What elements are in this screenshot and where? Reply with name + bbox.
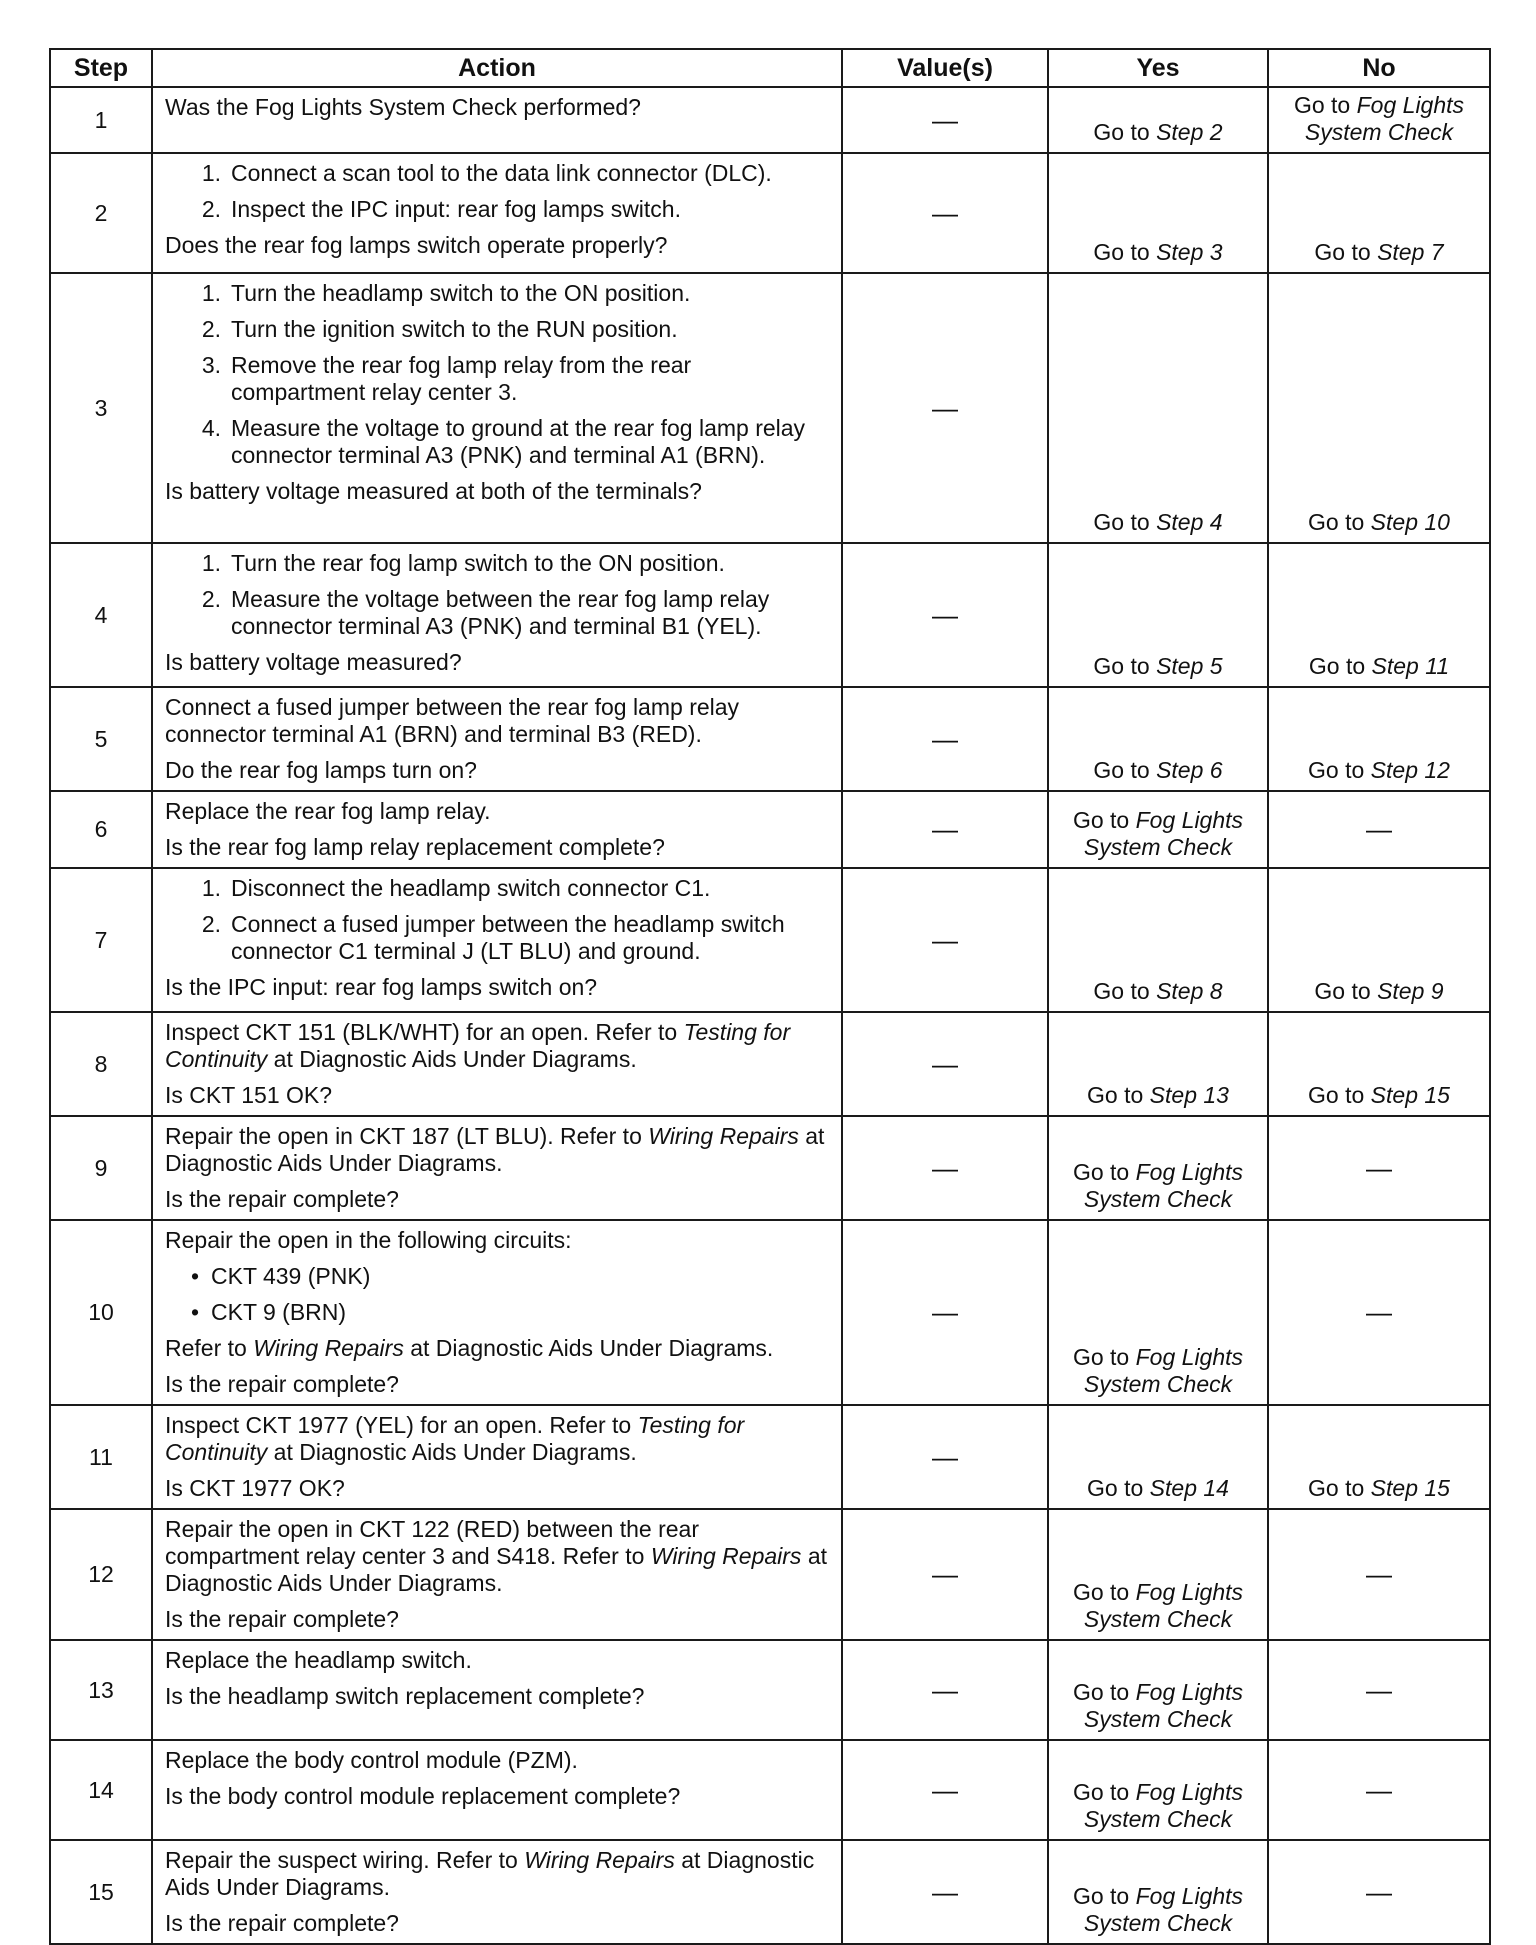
- table-row: [50, 1509, 1490, 1640]
- list-text: Inspect the IPC input: rear fog lamps switch.: [231, 196, 681, 222]
- header-yes: Yes: [1048, 49, 1268, 87]
- list-number: 2.: [201, 316, 221, 342]
- action-question: Is the body control module replacement complete?: [165, 1783, 681, 1809]
- action-question: Is battery voltage measured?: [165, 649, 462, 675]
- reference-prefix: Inspect CKT 151 (BLK/WHT) for an open. Refer to: [165, 1019, 684, 1045]
- yes-cell-target-cont: System Check: [1083, 1706, 1233, 1732]
- bullet-icon: •: [190, 1299, 199, 1325]
- no-cell: —: [1268, 1740, 1490, 1840]
- values-cell: —: [842, 543, 1048, 687]
- list-number: 2.: [201, 586, 221, 612]
- values-cell: —: [842, 1840, 1048, 1944]
- action-question: Is the IPC input: rear fog lamps switch on?: [165, 974, 598, 1000]
- table-row: [50, 153, 1490, 273]
- no-cell-target: Fog Lights: [1356, 92, 1465, 118]
- yes-cell-target: Step 8: [1156, 978, 1223, 1004]
- yes-cell-prefix: Go to: [1087, 1475, 1150, 1501]
- list-text: Turn the rear fog lamp switch to the ON position.: [231, 550, 725, 576]
- yes-cell-prefix: Go to: [1072, 807, 1136, 833]
- reference-suffix: at Diagnostic Aids Under Diagrams.: [165, 1123, 825, 1176]
- reference-title: Wiring Repairs: [650, 1543, 802, 1569]
- action-list-item: [165, 415, 831, 469]
- no-cell-target: Step 10: [1370, 509, 1450, 535]
- values-cell: —: [842, 1405, 1048, 1509]
- list-text: Remove the rear fog lamp relay from the rear compartment relay center 3.: [231, 352, 692, 405]
- action-question: Is the rear fog lamp relay replacement complete?: [165, 834, 665, 860]
- table-row: [50, 791, 1490, 868]
- list-number: 4.: [201, 415, 221, 441]
- yes-cell: [1048, 543, 1268, 687]
- action-question: Is the repair complete?: [165, 1606, 399, 1632]
- table-row: [50, 87, 1490, 153]
- diagnostic-table: [49, 48, 1491, 1945]
- yes-cell: [1048, 1116, 1268, 1220]
- no-cell: [1268, 1012, 1490, 1116]
- action-question: Is battery voltage measured at both of the terminals?: [165, 478, 702, 504]
- yes-cell-target-cont: System Check: [1083, 1606, 1233, 1632]
- reference-prefix: Inspect CKT 1977 (YEL) for an open. Refer to: [165, 1412, 638, 1438]
- list-text: Connect a fused jumper between the headlamp switch connector C1 terminal J (LT BLU) and ground.: [231, 911, 785, 964]
- action-cell: [152, 1116, 842, 1220]
- yes-cell-prefix: Go to: [1072, 1883, 1136, 1909]
- action-cell: [152, 1220, 842, 1405]
- reference-prefix: Refer to: [165, 1335, 254, 1361]
- values-cell: —: [842, 791, 1048, 868]
- table-row: [50, 868, 1490, 1012]
- action-reference: [165, 1516, 831, 1597]
- no-cell-prefix: Go to: [1314, 239, 1378, 265]
- yes-cell: [1048, 1840, 1268, 1944]
- no-cell-target: Step 15: [1370, 1082, 1450, 1108]
- table-row: [50, 1405, 1490, 1509]
- yes-cell-target: Step 5: [1156, 653, 1223, 679]
- action-question: Is the repair complete?: [165, 1186, 399, 1212]
- action-question: Does the rear fog lamps switch operate properly?: [165, 232, 668, 258]
- reference-suffix: at Diagnostic Aids Under Diagrams.: [267, 1439, 637, 1465]
- no-cell: [1268, 153, 1490, 273]
- yes-cell-prefix: Go to: [1093, 978, 1157, 1004]
- yes-cell: [1048, 1012, 1268, 1116]
- reference-prefix: Repair the suspect wiring. Refer to: [165, 1847, 525, 1873]
- yes-cell-line1: [1055, 1159, 1261, 1186]
- yes-cell-line1: [1055, 1579, 1261, 1606]
- yes-cell-target: Step 2: [1156, 119, 1223, 145]
- action-list-item: [165, 586, 831, 640]
- list-number: 2.: [201, 911, 221, 937]
- action-cell: [152, 687, 842, 791]
- action-question: Was the Fog Lights System Check performed?: [165, 94, 641, 120]
- table-row: [50, 1012, 1490, 1116]
- yes-cell-prefix: Go to: [1093, 119, 1157, 145]
- no-cell: —: [1268, 791, 1490, 868]
- header-no: No: [1268, 49, 1490, 87]
- yes-cell-prefix: Go to: [1072, 1679, 1136, 1705]
- list-number: 1.: [201, 875, 221, 901]
- table-row: [50, 1740, 1490, 1840]
- bullet-text: CKT 9 (BRN): [211, 1299, 347, 1325]
- action-cell: [152, 1640, 842, 1740]
- action-question: Do the rear fog lamps turn on?: [165, 757, 477, 783]
- action-text: Replace the body control module (PZM).: [165, 1747, 578, 1773]
- list-number: 3.: [201, 352, 221, 378]
- yes-cell: [1048, 1405, 1268, 1509]
- table-row: [50, 543, 1490, 687]
- step-number: 10: [50, 1220, 152, 1405]
- action-cell: [152, 273, 842, 543]
- action-cell: [152, 153, 842, 273]
- step-number: 1: [50, 87, 152, 153]
- values-cell: —: [842, 1012, 1048, 1116]
- no-cell-target: Step 15: [1370, 1475, 1450, 1501]
- step-number: 9: [50, 1116, 152, 1220]
- values-cell: —: [842, 153, 1048, 273]
- table-row: [50, 1220, 1490, 1405]
- reference-title: Testing for Continuity: [165, 1019, 791, 1072]
- no-cell: [1268, 543, 1490, 687]
- action-list-item: [165, 280, 831, 307]
- no-cell: —: [1268, 1840, 1490, 1944]
- table-row: [50, 273, 1490, 543]
- yes-cell-target: Fog Lights: [1135, 1159, 1244, 1185]
- bullet-item: [165, 1299, 831, 1326]
- yes-cell-prefix: Go to: [1087, 1082, 1150, 1108]
- yes-cell-target: Fog Lights: [1135, 1679, 1244, 1705]
- yes-cell-line1: [1055, 1679, 1261, 1706]
- yes-cell-line1: [1055, 1779, 1261, 1806]
- action-list-item: [165, 160, 831, 187]
- action-text: Replace the headlamp switch.: [165, 1647, 472, 1673]
- no-cell: [1268, 868, 1490, 1012]
- step-number: 12: [50, 1509, 152, 1640]
- header-values: Value(s): [842, 49, 1048, 87]
- header-action: Action: [152, 49, 842, 87]
- step-number: 2: [50, 153, 152, 273]
- yes-cell: [1048, 153, 1268, 273]
- yes-cell-prefix: Go to: [1093, 653, 1157, 679]
- list-text: Turn the ignition switch to the RUN position.: [231, 316, 678, 342]
- action-question: Is the repair complete?: [165, 1910, 399, 1936]
- values-cell: —: [842, 1116, 1048, 1220]
- step-number: 11: [50, 1405, 152, 1509]
- no-cell-target: Step 12: [1370, 757, 1450, 783]
- bullet-text: CKT 439 (PNK): [211, 1263, 371, 1289]
- yes-cell: [1048, 1740, 1268, 1840]
- step-number: 5: [50, 687, 152, 791]
- yes-cell-prefix: Go to: [1072, 1344, 1136, 1370]
- no-cell: —: [1268, 1220, 1490, 1405]
- no-cell-line1: [1275, 92, 1483, 119]
- yes-cell-target: Fog Lights: [1135, 1883, 1244, 1909]
- no-cell: [1268, 273, 1490, 543]
- step-number: 6: [50, 791, 152, 868]
- yes-cell-prefix: Go to: [1093, 509, 1157, 535]
- action-list-item: [165, 550, 831, 577]
- no-cell-target: Step 7: [1377, 239, 1444, 265]
- yes-cell-target-cont: System Check: [1083, 1910, 1233, 1936]
- no-cell: [1268, 87, 1490, 153]
- reference-suffix: at Diagnostic Aids Under Diagrams.: [165, 1847, 815, 1900]
- no-cell: [1268, 687, 1490, 791]
- table-row: [50, 687, 1490, 791]
- step-number: 4: [50, 543, 152, 687]
- no-cell-prefix: Go to: [1308, 1475, 1371, 1501]
- yes-cell-target: Step 14: [1149, 1475, 1229, 1501]
- values-cell: —: [842, 1509, 1048, 1640]
- reference-prefix: Repair the open in CKT 122 (RED) between the rear compartment relay center 3 and S418. Refer to: [165, 1516, 699, 1569]
- action-question: Is the repair complete?: [165, 1371, 399, 1397]
- action-list-item: [165, 352, 831, 406]
- values-cell: —: [842, 1640, 1048, 1740]
- yes-cell-prefix: Go to: [1093, 239, 1157, 265]
- yes-cell-target: Step 4: [1156, 509, 1223, 535]
- action-cell: [152, 1509, 842, 1640]
- yes-cell: [1048, 1509, 1268, 1640]
- table-row: [50, 1840, 1490, 1944]
- action-cell: [152, 1405, 842, 1509]
- table-row: [50, 1116, 1490, 1220]
- action-cell: [152, 1012, 842, 1116]
- reference-title: Testing for Continuity: [165, 1412, 745, 1465]
- reference-title: Wiring Repairs: [253, 1335, 404, 1361]
- values-cell: —: [842, 87, 1048, 153]
- action-text: Replace the rear fog lamp relay.: [165, 798, 491, 824]
- yes-cell: [1048, 868, 1268, 1012]
- list-number: 1.: [201, 280, 221, 306]
- list-number: 1.: [201, 550, 221, 576]
- bullet-icon: •: [190, 1263, 199, 1289]
- action-list-item: [165, 316, 831, 343]
- action-list-item: [165, 196, 831, 223]
- step-number: 13: [50, 1640, 152, 1740]
- yes-cell-line1: [1055, 1883, 1261, 1910]
- action-list-item: [165, 911, 831, 965]
- yes-cell-target: Fog Lights: [1135, 807, 1244, 833]
- yes-cell-prefix: Go to: [1072, 1579, 1136, 1605]
- list-text: Measure the voltage to ground at the rear fog lamp relay connector terminal A3 (PNK) and terminal A1 (BRN).: [231, 415, 806, 468]
- list-text: Connect a scan tool to the data link connector (DLC).: [231, 160, 772, 186]
- no-cell: —: [1268, 1640, 1490, 1740]
- list-number: 2.: [201, 196, 221, 222]
- action-cell: [152, 1740, 842, 1840]
- step-number: 14: [50, 1740, 152, 1840]
- action-reference: [165, 1847, 831, 1901]
- action-text: Repair the open in the following circuits:: [165, 1227, 572, 1253]
- yes-cell-target: Step 13: [1149, 1082, 1229, 1108]
- yes-cell-target-cont: System Check: [1083, 1371, 1233, 1397]
- yes-cell: [1048, 273, 1268, 543]
- reference-title: Wiring Repairs: [648, 1123, 799, 1149]
- yes-cell-line1: [1055, 807, 1261, 834]
- step-number: 3: [50, 273, 152, 543]
- action-cell: [152, 87, 842, 153]
- yes-cell: [1048, 1640, 1268, 1740]
- list-text: Disconnect the headlamp switch connector C1.: [231, 875, 711, 901]
- yes-cell-target: Fog Lights: [1135, 1579, 1244, 1605]
- yes-cell-target: Fog Lights: [1135, 1344, 1244, 1370]
- reference-suffix: at Diagnostic Aids Under Diagrams.: [403, 1335, 774, 1361]
- reference-title: Wiring Repairs: [524, 1847, 675, 1873]
- values-cell: —: [842, 1220, 1048, 1405]
- no-cell-prefix: Go to: [1308, 757, 1371, 783]
- yes-cell-prefix: Go to: [1072, 1159, 1136, 1185]
- yes-cell: [1048, 1220, 1268, 1405]
- no-cell-prefix: Go to: [1314, 978, 1378, 1004]
- action-reference: [165, 1412, 831, 1466]
- yes-cell: [1048, 687, 1268, 791]
- action-text: Connect a fused jumper between the rear fog lamp relay connector terminal A1 (BRN) and terminal B3 (RED).: [165, 694, 740, 747]
- action-cell: [152, 543, 842, 687]
- no-cell: —: [1268, 1116, 1490, 1220]
- table-row: [50, 1640, 1490, 1740]
- bullet-item: [165, 1263, 831, 1290]
- no-cell-prefix: Go to: [1293, 92, 1357, 118]
- no-cell: —: [1268, 1509, 1490, 1640]
- no-cell: [1268, 1405, 1490, 1509]
- step-number: 8: [50, 1012, 152, 1116]
- action-reference: [165, 1335, 831, 1362]
- action-reference: [165, 1019, 831, 1073]
- yes-cell-line1: [1055, 1344, 1261, 1371]
- action-cell: [152, 791, 842, 868]
- action-question: Is CKT 151 OK?: [165, 1082, 333, 1108]
- values-cell: —: [842, 273, 1048, 543]
- values-cell: —: [842, 868, 1048, 1012]
- list-text: Measure the voltage between the rear fog lamp relay connector terminal A3 (PNK) and terminal B1 (YEL).: [231, 586, 770, 639]
- yes-cell-target: Step 3: [1156, 239, 1223, 265]
- list-text: Turn the headlamp switch to the ON position.: [231, 280, 691, 306]
- reference-suffix: at Diagnostic Aids Under Diagrams.: [165, 1543, 828, 1596]
- no-cell-target: Step 9: [1377, 978, 1444, 1004]
- action-reference: [165, 1123, 831, 1177]
- no-cell-target-cont: System Check: [1304, 119, 1454, 145]
- yes-cell-target-cont: System Check: [1083, 1806, 1233, 1832]
- values-cell: —: [842, 1740, 1048, 1840]
- no-cell-prefix: Go to: [1308, 653, 1372, 679]
- reference-prefix: Repair the open in CKT 187 (LT BLU). Refer to: [165, 1123, 649, 1149]
- yes-cell: [1048, 87, 1268, 153]
- reference-suffix: at Diagnostic Aids Under Diagrams.: [267, 1046, 637, 1072]
- yes-cell-target-cont: System Check: [1083, 1186, 1233, 1212]
- no-cell-target: Step 11: [1371, 653, 1450, 679]
- no-cell-prefix: Go to: [1308, 509, 1371, 535]
- table-header-row: [50, 49, 1490, 87]
- yes-cell-prefix: Go to: [1072, 1779, 1136, 1805]
- action-question: Is CKT 1977 OK?: [165, 1475, 345, 1501]
- action-cell: [152, 868, 842, 1012]
- yes-cell-target: Step 6: [1156, 757, 1223, 783]
- step-number: 7: [50, 868, 152, 1012]
- list-number: 1.: [201, 160, 221, 186]
- values-cell: —: [842, 687, 1048, 791]
- action-cell: [152, 1840, 842, 1944]
- header-step: Step: [50, 49, 152, 87]
- yes-cell-target: Fog Lights: [1135, 1779, 1244, 1805]
- action-list-item: [165, 875, 831, 902]
- yes-cell: [1048, 791, 1268, 868]
- yes-cell-target-cont: System Check: [1083, 834, 1233, 860]
- no-cell-prefix: Go to: [1308, 1082, 1371, 1108]
- yes-cell-prefix: Go to: [1093, 757, 1157, 783]
- step-number: 15: [50, 1840, 152, 1944]
- action-question: Is the headlamp switch replacement complete?: [165, 1683, 645, 1709]
